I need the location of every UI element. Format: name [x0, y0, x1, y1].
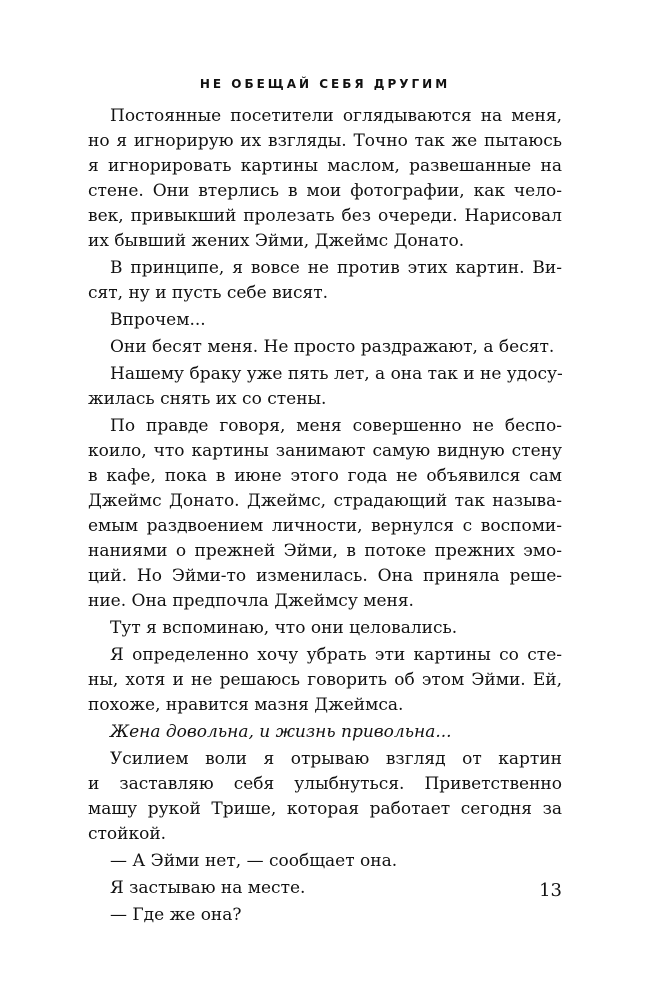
text-line: ние. Она предпочла Джеймсу меня. — [88, 591, 414, 611]
text-line: В принципе, я вовсе не против этих картин. Ви- — [110, 258, 562, 278]
paragraph — [88, 720, 562, 745]
paragraph — [88, 643, 562, 718]
paragraph — [88, 362, 562, 412]
paragraph — [88, 876, 562, 901]
text-line: машу рукой Трише, которая работает сегодня за — [88, 799, 562, 819]
text-line: — Где же она? — [110, 905, 242, 925]
text-line: стене. Они втерлись в мои фотографии, как чело- — [88, 181, 562, 201]
paragraph — [88, 903, 562, 928]
text-line: их бывший жених Эйми, Джеймс Донато. — [88, 231, 465, 251]
text-line: в кафе, пока в июне этого года не объявился сам — [88, 466, 562, 486]
text-line: Они бесят меня. Не просто раздражают, а бесят. — [110, 337, 555, 357]
paragraph — [88, 256, 562, 306]
text-line: ны, хотя и не решаюсь говорить об этом Эйми. Ей, — [88, 670, 562, 690]
running-head: НЕ ОБЕЩАЙ СЕБЯ ДРУГИМ — [199, 77, 451, 91]
text-line: ций. Но Эйми-то изменилась. Она приняла реше- — [88, 566, 562, 586]
text-line: Я определенно хочу убрать эти картины со сте- — [110, 645, 562, 665]
text-line: Я застываю на месте. — [110, 878, 306, 898]
text-line: — А Эйми нет, — сообщает она. — [110, 851, 398, 871]
paragraph — [88, 616, 562, 641]
body-text — [88, 104, 562, 930]
page-number: 13 — [539, 880, 562, 901]
text-line: Джеймс Донато. Джеймс, страдающий так называ- — [88, 491, 562, 511]
paragraph — [88, 747, 562, 847]
text-line: Усилием воли я отрываю взгляд от картин — [110, 749, 562, 769]
text-line: но я игнорирую их взгляды. Точно так же пытаюсь — [88, 131, 562, 151]
text-line: емым раздвоением личности, вернулся с воспоми- — [88, 516, 562, 536]
text-line: жилась снять их со стены. — [88, 389, 327, 409]
paragraph — [88, 414, 562, 614]
text-line: коило, что картины занимают самую видную стену — [88, 441, 562, 461]
paragraph — [88, 335, 562, 360]
text-line: наниями о прежней Эйми, в потоке прежних эмо- — [88, 541, 562, 561]
paragraph — [88, 104, 562, 254]
text-line: Нашему браку уже пять лет, а она так и не удосу- — [110, 364, 563, 384]
text-line: Впрочем... — [110, 310, 206, 330]
text-line: похоже, нравится мазня Джеймса. — [88, 695, 404, 715]
text-line: я игнорировать картины маслом, развешанные на — [88, 156, 562, 176]
text-line: Тут я вспоминаю, что они целовались. — [110, 618, 458, 638]
text-line: Жена довольна, и жизнь привольна... — [110, 722, 452, 742]
text-line: сят, ну и пусть себе висят. — [88, 283, 329, 303]
paragraph — [88, 849, 562, 874]
paragraph — [88, 308, 562, 333]
text-line: Постоянные посетители оглядываются на меня, — [110, 106, 562, 126]
text-line: и заставляю себя улыбнуться. Приветственно — [88, 774, 562, 794]
text-line: стойкой. — [88, 824, 167, 844]
text-line: век, привыкший пролезать без очереди. Нарисовал — [88, 206, 562, 226]
text-line: По правде говоря, меня совершенно не беспо- — [110, 416, 562, 436]
